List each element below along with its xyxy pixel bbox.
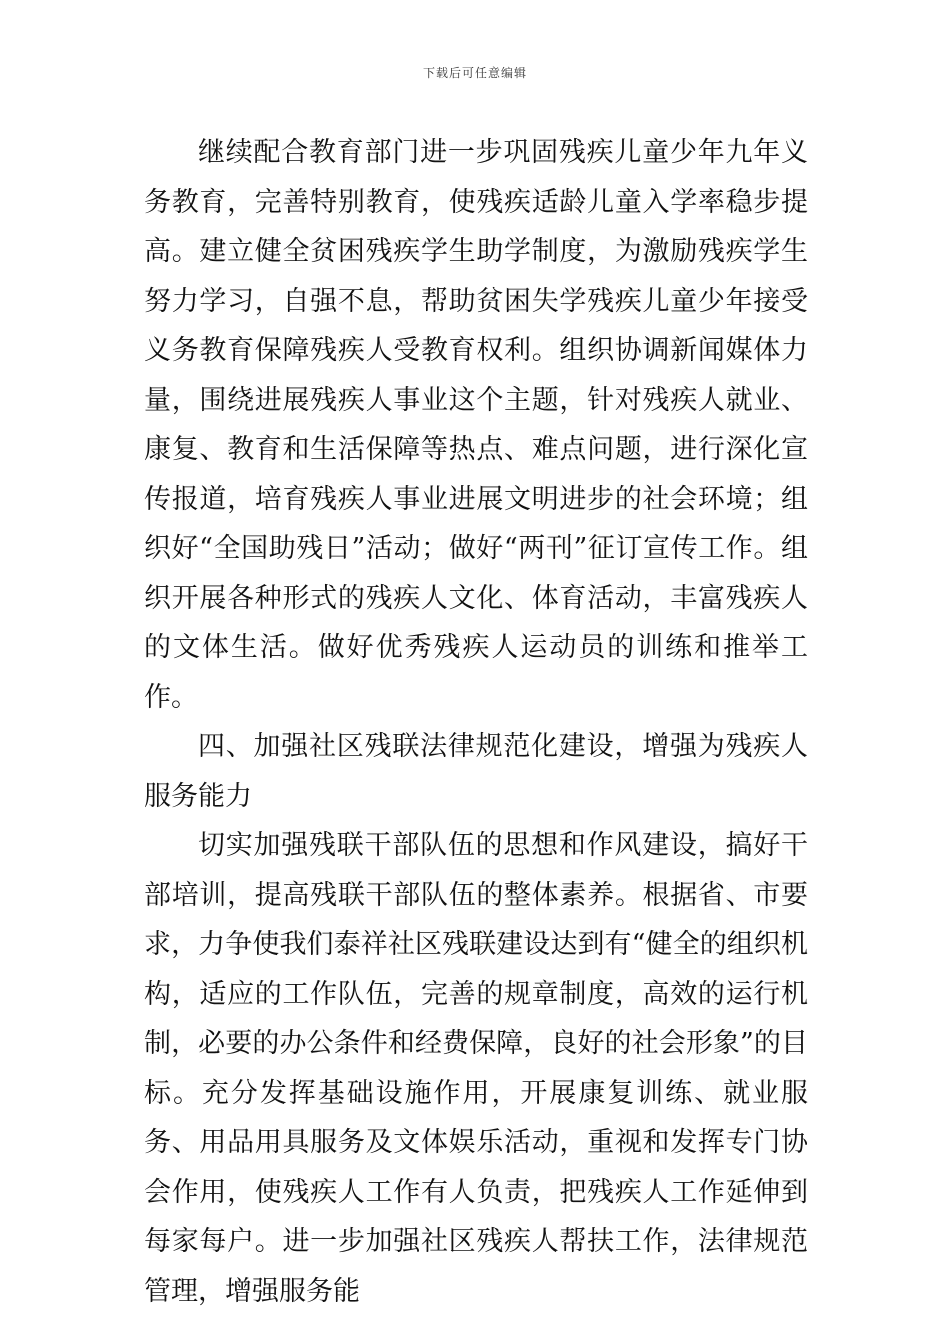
download-note: 下载后可任意编辑 [422,66,527,80]
paragraph-education: 继续配合教育部门进一步巩固残疾儿童少年九年义务教育，完善特别教育，使残疾适龄儿童入学率稳步提高。建立健全贫困残疾学生助学制度，为激励残疾学生努力学习，自强不息，帮助贫困失学残疾儿童少年接受义务教育保障残疾人受教育权利。组织协调新闻媒体力量，围绕进展残疾人事业这个主题，针对残疾人就业、康复、教育和生活保障等热点、难点问题，进行深化宣传报道，培育残疾人事业进展文明进步的社会环境；组织好“全国助残日”活动；做好“两刊”征订宣传工作。组织开展各种形式的残疾人文化、体育活动，丰富残疾人的文体生活。做好优秀残疾人运动员的训练和推举工作。 [144,137,808,713]
paragraph-cadre-building: 切实加强残联干部队伍的思想和作风建设，搞好干部培训，提高残联干部队伍的整体素养。根据省、市要求，力争使我们泰祥社区残联建设达到有“健全的组织机构，适应的工作队伍，完善的规章制度，高效的运行机制，必要的办公条件和经费保障，良好的社会形象”的目标。充分发挥基础设施作用，开展康复训练、就业服务、用品用具服务及文体娱乐活动，重视和发挥专门协会作用，使残疾人工作有人负责，把残疾人工作延伸到每家每户。进一步加强社区残疾人帮扶工作，法律规范管理，增强服务能 [144,830,808,1307]
document-body [144,128,808,1316]
section-heading-four: 四、加强社区残联法律规范化建设，增强为残疾人服务能力 [144,731,808,812]
